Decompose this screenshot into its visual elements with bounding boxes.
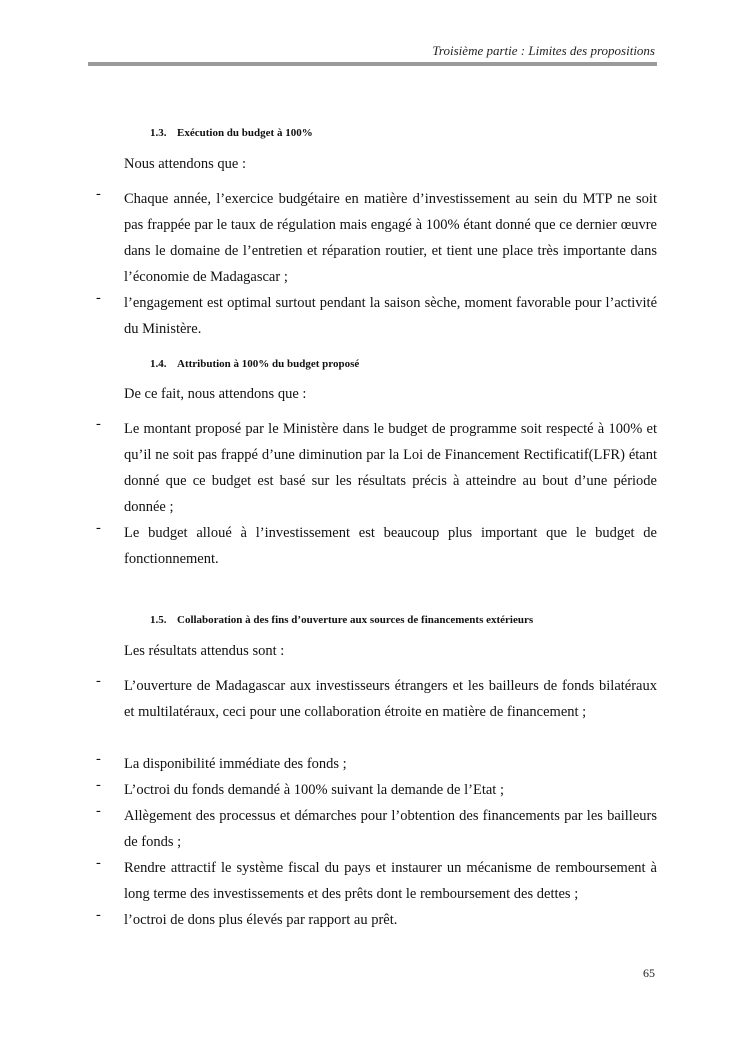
bullet-marker: - xyxy=(96,673,101,689)
bullet-marker: - xyxy=(96,855,101,871)
list-item xyxy=(88,290,657,342)
list-item-text: Allègement des processus et démarches pour l’obtention des financements par les bailleurs de fonds ; xyxy=(124,808,657,850)
bullet-marker: - xyxy=(96,907,101,923)
list-item xyxy=(88,907,657,933)
list-item-text: l’engagement est optimal surtout pendant la saison sèche, moment favorable pour l’activité du Ministère. xyxy=(124,295,657,337)
header-rule xyxy=(88,62,657,66)
list-item-text: Le montant proposé par le Ministère dans le budget de programme soit respecté à 100% et qu’il ne soit pas frappé d’une diminution par la Loi de Financement Rectificatif(LFR) étant donné que ce budget est basé sur les résultats précis à atteindre au bout d’une période donnée ; xyxy=(124,421,657,515)
list-item-text: Rendre attractif le système fiscal du pays et instaurer un mécanisme de remboursement à long terme des investissements et des prêts dont le remboursement des dettes ; xyxy=(124,860,657,902)
list-item xyxy=(88,520,657,572)
list-item xyxy=(88,803,657,855)
list-item-text: L’octroi du fonds demandé à 100% suivant la demande de l’Etat ; xyxy=(124,782,504,798)
list-item xyxy=(88,777,657,803)
section-intro: De ce fait, nous attendons que : xyxy=(124,386,307,402)
bullet-marker: - xyxy=(96,416,101,432)
list-item-text: La disponibilité immédiate des fonds ; xyxy=(124,756,347,772)
bullet-marker: - xyxy=(96,777,101,793)
section-heading-1-4 xyxy=(150,358,359,370)
list-item xyxy=(88,751,657,777)
section-heading-1-5 xyxy=(150,614,533,626)
section-heading-1-3 xyxy=(150,127,313,139)
list-item-text: L’ouverture de Madagascar aux investisseurs étrangers et les bailleurs de fonds bilatéraux et multilatéraux, ceci pour une collaboration étroite en matière de financement ; xyxy=(124,678,657,720)
bullet-marker: - xyxy=(96,803,101,819)
bullet-marker: - xyxy=(96,751,101,767)
bullet-marker: - xyxy=(96,186,101,202)
list-item xyxy=(88,673,657,725)
section-title: Attribution à 100% du budget proposé xyxy=(177,358,360,370)
list-item xyxy=(88,416,657,520)
section-number: 1.3. xyxy=(150,127,167,139)
section-intro: Les résultats attendus sont : xyxy=(124,643,285,659)
bullet-marker: - xyxy=(96,520,101,536)
bullet-marker: - xyxy=(96,290,101,306)
list-item-text: l’octroi de dons plus élevés par rapport au prêt. xyxy=(124,912,398,928)
section-title: Collaboration à des fins d’ouverture aux sources de financements extérieurs xyxy=(177,614,534,626)
list-item-text: Chaque année, l’exercice budgétaire en matière d’investissement au sein du MTP ne soit pas frappée par le taux de régulation mais engagé à 100% étant donné que ce dernier œuvre dans le domaine de l’entretien et réparation routier, et tient une place très importante dans l’économie de Madagascar ; xyxy=(124,191,657,285)
list-item xyxy=(88,855,657,907)
page-number: 65 xyxy=(643,966,655,980)
list-item-text: Le budget alloué à l’investissement est beaucoup plus important que le budget de fonctionnement. xyxy=(124,525,657,567)
section-title: Exécution du budget à 100% xyxy=(177,127,313,139)
running-header: Troisième partie : Limites des propositions xyxy=(432,43,655,58)
section-number: 1.4. xyxy=(150,358,167,370)
section-intro: Nous attendons que : xyxy=(124,156,247,172)
section-number: 1.5. xyxy=(150,614,167,626)
list-item xyxy=(88,186,657,290)
